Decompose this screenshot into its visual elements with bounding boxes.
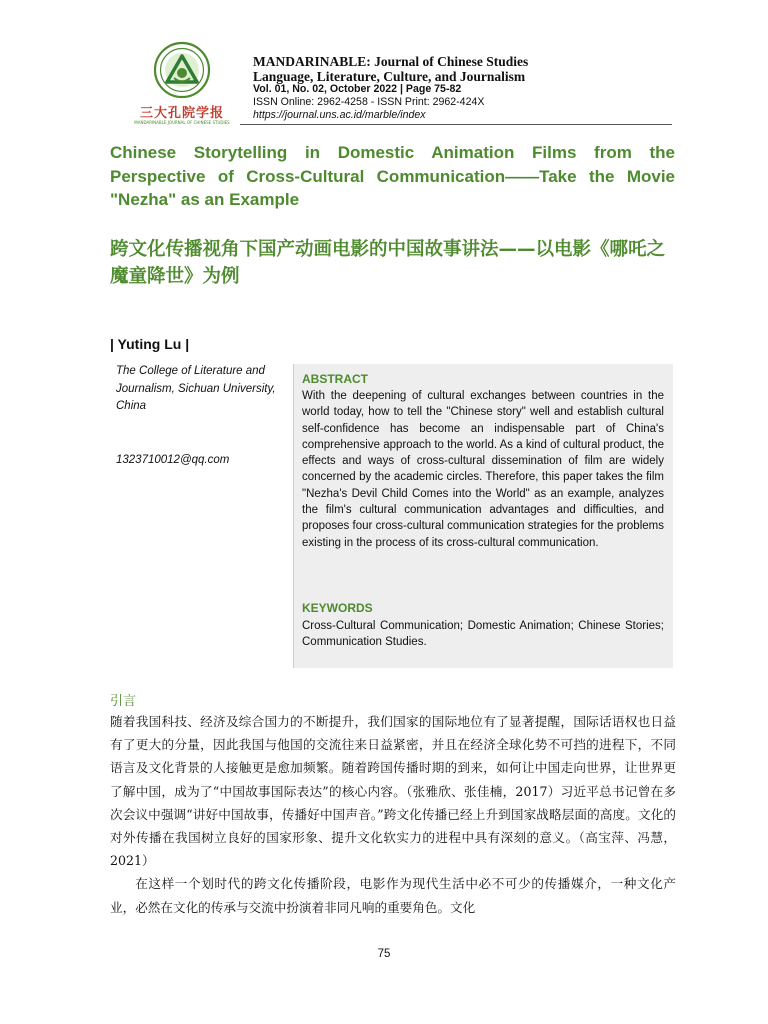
author-name: | Yuting Lu | [110,336,190,352]
journal-subtitle: Language, Literature, Culture, and Journalism [253,69,526,84]
volume-line: Vol. 01, No. 02, October 2022 | Page 75-82 [253,83,462,95]
abstract-label: ABSTRACT [302,372,368,386]
section-heading-intro: 引言 [110,694,137,709]
title-english: Chinese Storytelling in Domestic Animation Films from the Perspective of Cross-Cultural Communication——Take the Movie "Nezha" as an Example [110,143,675,209]
title-chinese: 跨文化传播视角下国产动画电影的中国故事讲法——以电影《哪吒之魔童降世》为例 [110,239,666,287]
header-divider [240,124,672,125]
author-affiliation: The College of Literature and Journalism, Sichuan University, China [116,365,276,412]
keywords-label: KEYWORDS [302,601,373,615]
body-paragraph: 在这样一个划时代的跨文化传播阶段，电影作为现代生活中必不可少的传播媒介，一种文化产业，必然在文化的传承与交流中扮演着非同凡响的重要角色。文化 [110,876,676,915]
journal-url[interactable]: https://journal.uns.ac.id/marble/index [253,109,426,121]
author-email[interactable]: 1323710012@qq.com [116,454,230,466]
page-number: 75 [377,948,391,960]
body-paragraph: 随着我国科技、经济及综合国力的不断提升，我们国家的国际地位有了显著提醒，国际话语权也日益有了更大的分量，因此我国与他国的交流往来日益紧密，并且在经济全球化势不可挡的进程下，不同语言及文化背景的人接触更是愈加频繁。随着跨国传播时期的到来，如何让中国走向世界，让世界更了解中国，成为了“中国故事国际表达”的核心内容。（张雅欣、张佳楠，2017）习近平总书记曾在多次会议中强调“讲好中国故事，传播好中国声音。”跨文化传播已经上升到国家战略层面的高度。文化的对外传播在我国树立良好的国家形象、提升文化软实力的进程中具有深刻的意义。（高宝萍、冯慧，2021） [110,714,676,869]
journal-logo [134,40,230,128]
issn-line: ISSN Online: 2962-4258 - ISSN Print: 2962-424X [253,96,485,108]
logo-text: 三大孔院学报 [139,106,224,121]
abstract-text: With the deepening of cultural exchanges between countries in the world today, how to tell the "Chinese story" well and establish cultural self-confidence has become an indispensable part of China's comprehensive approach to the world. As a kind of cultural product, the effects and ways of cross-cultural dissemination of film are widely concerned by the academic circles. Therefore, this paper takes the film "Nezha's Devil Child Comes into the World" as an example, analyzes the film's cultural communication advantages and difficulties, and proposes four cross-cultural communication strategies for the problems existing in the process of its cross-cultural communication. [302,390,664,549]
journal-name: MANDARINABLE: Journal of Chinese Studies [253,54,529,69]
abstract-divider [293,364,294,668]
abstract-panel [293,364,673,668]
logo-subtext: MANDARINABLE JOURNAL OF CHINESE STUDIES [134,120,230,125]
body-text [110,710,676,919]
keywords-text: Cross-Cultural Communication; Domestic Animation; Chinese Stories; Communication Studies. [302,620,664,649]
